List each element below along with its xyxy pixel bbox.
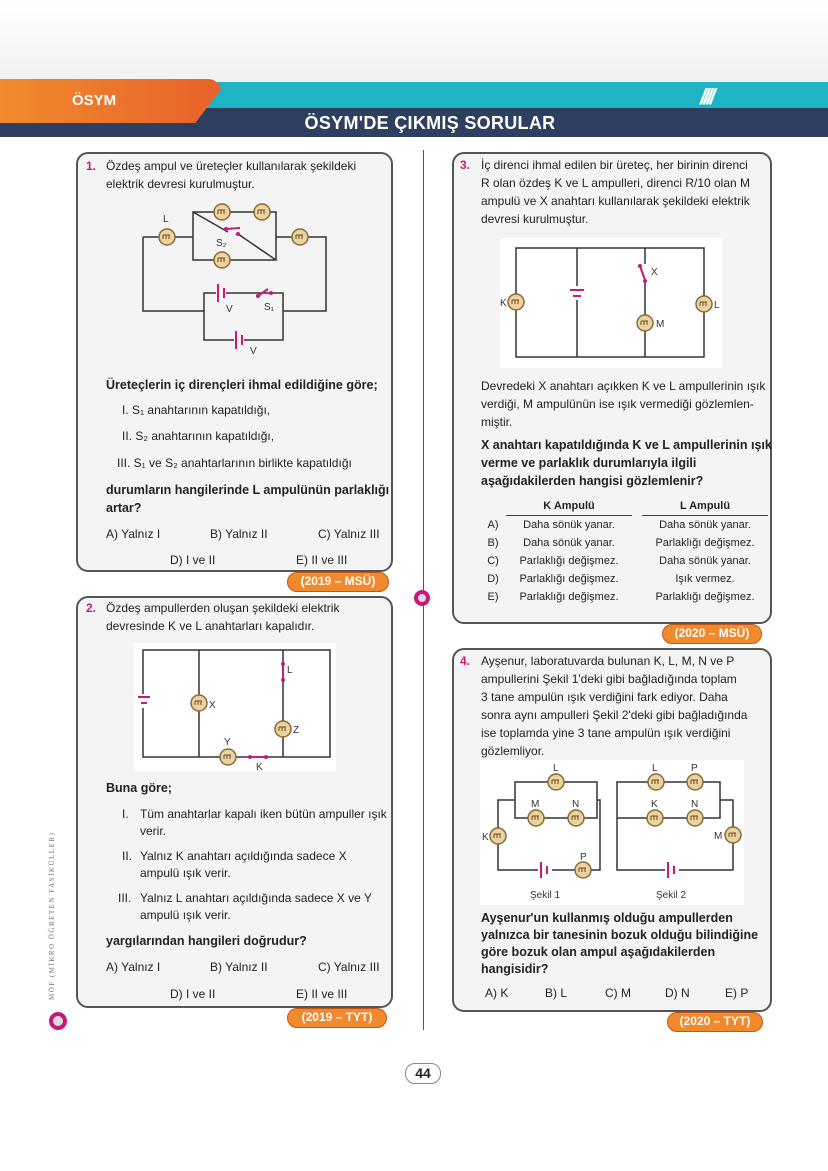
statement-numeral: II. xyxy=(122,849,133,863)
option-letter: C) xyxy=(487,554,499,567)
option-e[interactable]: E) P xyxy=(725,986,749,1000)
label-k: K xyxy=(256,762,263,773)
option-d[interactable]: D) I ve II xyxy=(170,987,216,1001)
label-s1: S₁ xyxy=(264,302,275,313)
label-p: P xyxy=(691,763,698,774)
option-a[interactable]: A) Yalnız I xyxy=(106,960,161,974)
label-l: L xyxy=(553,763,559,774)
source-tag: (2020 – MSÜ) xyxy=(662,624,762,644)
question-text: ampullerini Şekil 1'deki gibi bağladığında toplam xyxy=(481,672,737,686)
question-text: Özdeş ampullerden oluşan şekildeki elektrik xyxy=(106,601,340,615)
label-k: K xyxy=(500,298,507,309)
statement: III. S₁ ve S₂ anahtarlarının birlikte kapatıldığı xyxy=(117,456,352,470)
label-v: V xyxy=(250,346,257,357)
question-text: devresinde K ve L anahtarları kapalıdır. xyxy=(106,619,315,633)
question-text: elektrik devresi kurulmuştur. xyxy=(106,177,255,191)
option-c[interactable]: C) M xyxy=(605,986,631,1000)
question-text: miştir. xyxy=(481,415,513,429)
label-n: N xyxy=(572,799,580,810)
k-cell: Parlaklığı değişmez. xyxy=(519,590,619,603)
label-n: N xyxy=(691,799,699,810)
question-text: İç direnci ihmal edilen bir üreteç, her birinin direnci xyxy=(481,158,748,172)
question-text: verdiği, M ampulünün ise ışık vermediği gözlemlen- xyxy=(481,397,754,411)
statement-numeral: III. xyxy=(118,891,132,905)
label-m: M xyxy=(531,799,540,810)
statement: ampulü ışık verir. xyxy=(140,866,231,880)
question-prompt: artar? xyxy=(106,501,142,515)
question-text: devresi kurulmuştur. xyxy=(481,212,589,226)
question-prompt: aşağıdakilerden hangisi gözlemlenir? xyxy=(481,474,704,488)
k-cell: Parlaklığı değişmez. xyxy=(519,572,619,585)
source-tag: (2020 – TYT) xyxy=(667,1012,763,1032)
label-m: M xyxy=(714,831,723,842)
option-b[interactable]: B) Yalnız II xyxy=(210,527,268,541)
option-c[interactable]: C) Yalnız III xyxy=(318,527,380,541)
question-text: sonra aynı ampulleri Şekil 2'deki gibi bağladığında xyxy=(481,708,748,722)
label-l: L xyxy=(163,214,169,225)
label-l: L xyxy=(652,763,658,774)
option-letter: D) xyxy=(487,572,499,585)
option-letter: A) xyxy=(487,518,499,531)
question-stem: Buna göre; xyxy=(106,781,172,795)
page-number: 44 xyxy=(405,1063,441,1084)
label-k: K xyxy=(482,832,489,843)
k-cell: Daha sönük yanar. xyxy=(523,518,615,531)
question-prompt: durumların hangilerinde L ampulünün parlaklığı xyxy=(106,483,390,497)
question-prompt: göre bozuk olan ampul aşağıdakilerden xyxy=(481,945,716,959)
question-text: Ayşenur, laboratuvarda bulunan K, L, M, N ve P xyxy=(481,654,735,668)
header-tab-label: ÖSYM xyxy=(72,92,117,109)
question-text: ise toplamda yine 3 tane ampulün ışık verdiğini xyxy=(481,726,731,740)
column-header: L Ampulü xyxy=(642,500,768,516)
figure-caption: Şekil 1 xyxy=(530,890,561,901)
question-number: 3. xyxy=(460,158,471,172)
k-cell: Parlaklığı değişmez. xyxy=(519,554,619,567)
question-prompt: yalnızca bir tanesinin bozuk olduğu bilindiğine xyxy=(481,928,759,942)
statement: II. S₂ anahtarının kapatıldığı, xyxy=(122,429,275,443)
k-cell: Daha sönük yanar. xyxy=(523,536,615,549)
question-prompt: X anahtarı kapatıldığında K ve L ampullerinin ışık xyxy=(481,438,772,452)
question-prompt: hangisidir? xyxy=(481,962,549,976)
option-b[interactable]: B) Yalnız II xyxy=(210,960,268,974)
question-prompt: verme ve parlaklık durumlarıyla ilgili xyxy=(481,456,697,470)
question-text: 3 tane ampulün ışık verdiğini fark ediyor. Daha xyxy=(481,690,728,704)
figure-caption: Şekil 2 xyxy=(656,890,687,901)
option-b[interactable]: B) L xyxy=(545,986,568,1000)
label-l: L xyxy=(714,300,720,311)
l-cell: Parlaklığı değişmez. xyxy=(655,536,755,549)
label-m: M xyxy=(656,319,665,330)
column-header: K Ampulü xyxy=(506,500,632,516)
question-number: 1. xyxy=(86,159,97,173)
option-letter: B) xyxy=(487,536,499,549)
statement-numeral: I. xyxy=(122,807,129,821)
header-slashes: //// xyxy=(700,84,713,109)
option-d[interactable]: D) N xyxy=(665,986,690,1000)
option-e[interactable]: E) II ve III xyxy=(296,987,348,1001)
question-text: Devredeki X anahtarı açıkken K ve L ampullerinin ışık xyxy=(481,379,766,393)
l-cell: Parlaklığı değişmez. xyxy=(655,590,755,603)
question-text: ampulü ve X anahtarı kullanılarak şekildeki elektrik xyxy=(481,194,750,208)
option-c[interactable]: C) Yalnız III xyxy=(318,960,380,974)
question-stem: Üreteçlerin iç dirençleri ihmal edildiğine göre; xyxy=(106,378,378,392)
statement: Yalnız K anahtarı açıldığında sadece X xyxy=(140,849,347,863)
label-z: Z xyxy=(293,725,300,736)
option-d[interactable]: D) I ve II xyxy=(170,553,216,567)
label-p: P xyxy=(580,852,587,863)
label-k: K xyxy=(651,799,658,810)
statement: ampulü ışık verir. xyxy=(140,908,231,922)
question-text: Özdeş ampul ve üreteçler kullanılarak şekildeki xyxy=(106,159,357,173)
circuit-q1 xyxy=(143,204,326,357)
label-l: L xyxy=(287,665,293,676)
option-a[interactable]: A) Yalnız I xyxy=(106,527,161,541)
option-letter: E) xyxy=(487,590,499,603)
statement: verir. xyxy=(140,824,167,838)
l-cell: Daha sönük yanar. xyxy=(659,518,751,531)
l-cell: Daha sönük yanar. xyxy=(659,554,751,567)
question-prompt: yargılarından hangileri doğrudur? xyxy=(106,934,307,948)
question-text: gözlemliyor. xyxy=(481,744,545,758)
statement: Tüm anahtarlar kapalı iken bütün ampuller ışık xyxy=(140,807,387,821)
label-v: V xyxy=(226,304,233,315)
statement: Yalnız L anahtarı açıldığında sadece X ve Y xyxy=(140,891,372,905)
question-prompt: Ayşenur'un kullanmış olduğu ampullerden xyxy=(481,911,733,925)
statement: I. S₁ anahtarının kapatıldığı, xyxy=(122,403,271,417)
page-title: ÖSYM'DE ÇIKMIŞ SORULAR xyxy=(304,113,556,133)
option-a[interactable]: A) K xyxy=(485,986,509,1000)
question-text: R olan özdeş K ve L ampulleri, direnci R/10 olan M xyxy=(481,176,751,190)
label-y: Y xyxy=(224,737,231,748)
question-number: 4. xyxy=(460,654,471,668)
l-cell: Işık vermez. xyxy=(675,572,735,585)
side-series-title: MÖF (MİKRO ÖĞRETEN FASİKÜLLER) xyxy=(48,831,56,1000)
label-s2: S₂ xyxy=(216,238,227,249)
source-tag: (2019 – TYT) xyxy=(287,1008,387,1028)
question-number: 2. xyxy=(86,601,97,615)
label-x: X xyxy=(209,700,216,711)
label-x: X xyxy=(651,267,658,278)
option-e[interactable]: E) II ve III xyxy=(296,553,348,567)
source-tag: (2019 – MSÜ) xyxy=(287,572,389,592)
